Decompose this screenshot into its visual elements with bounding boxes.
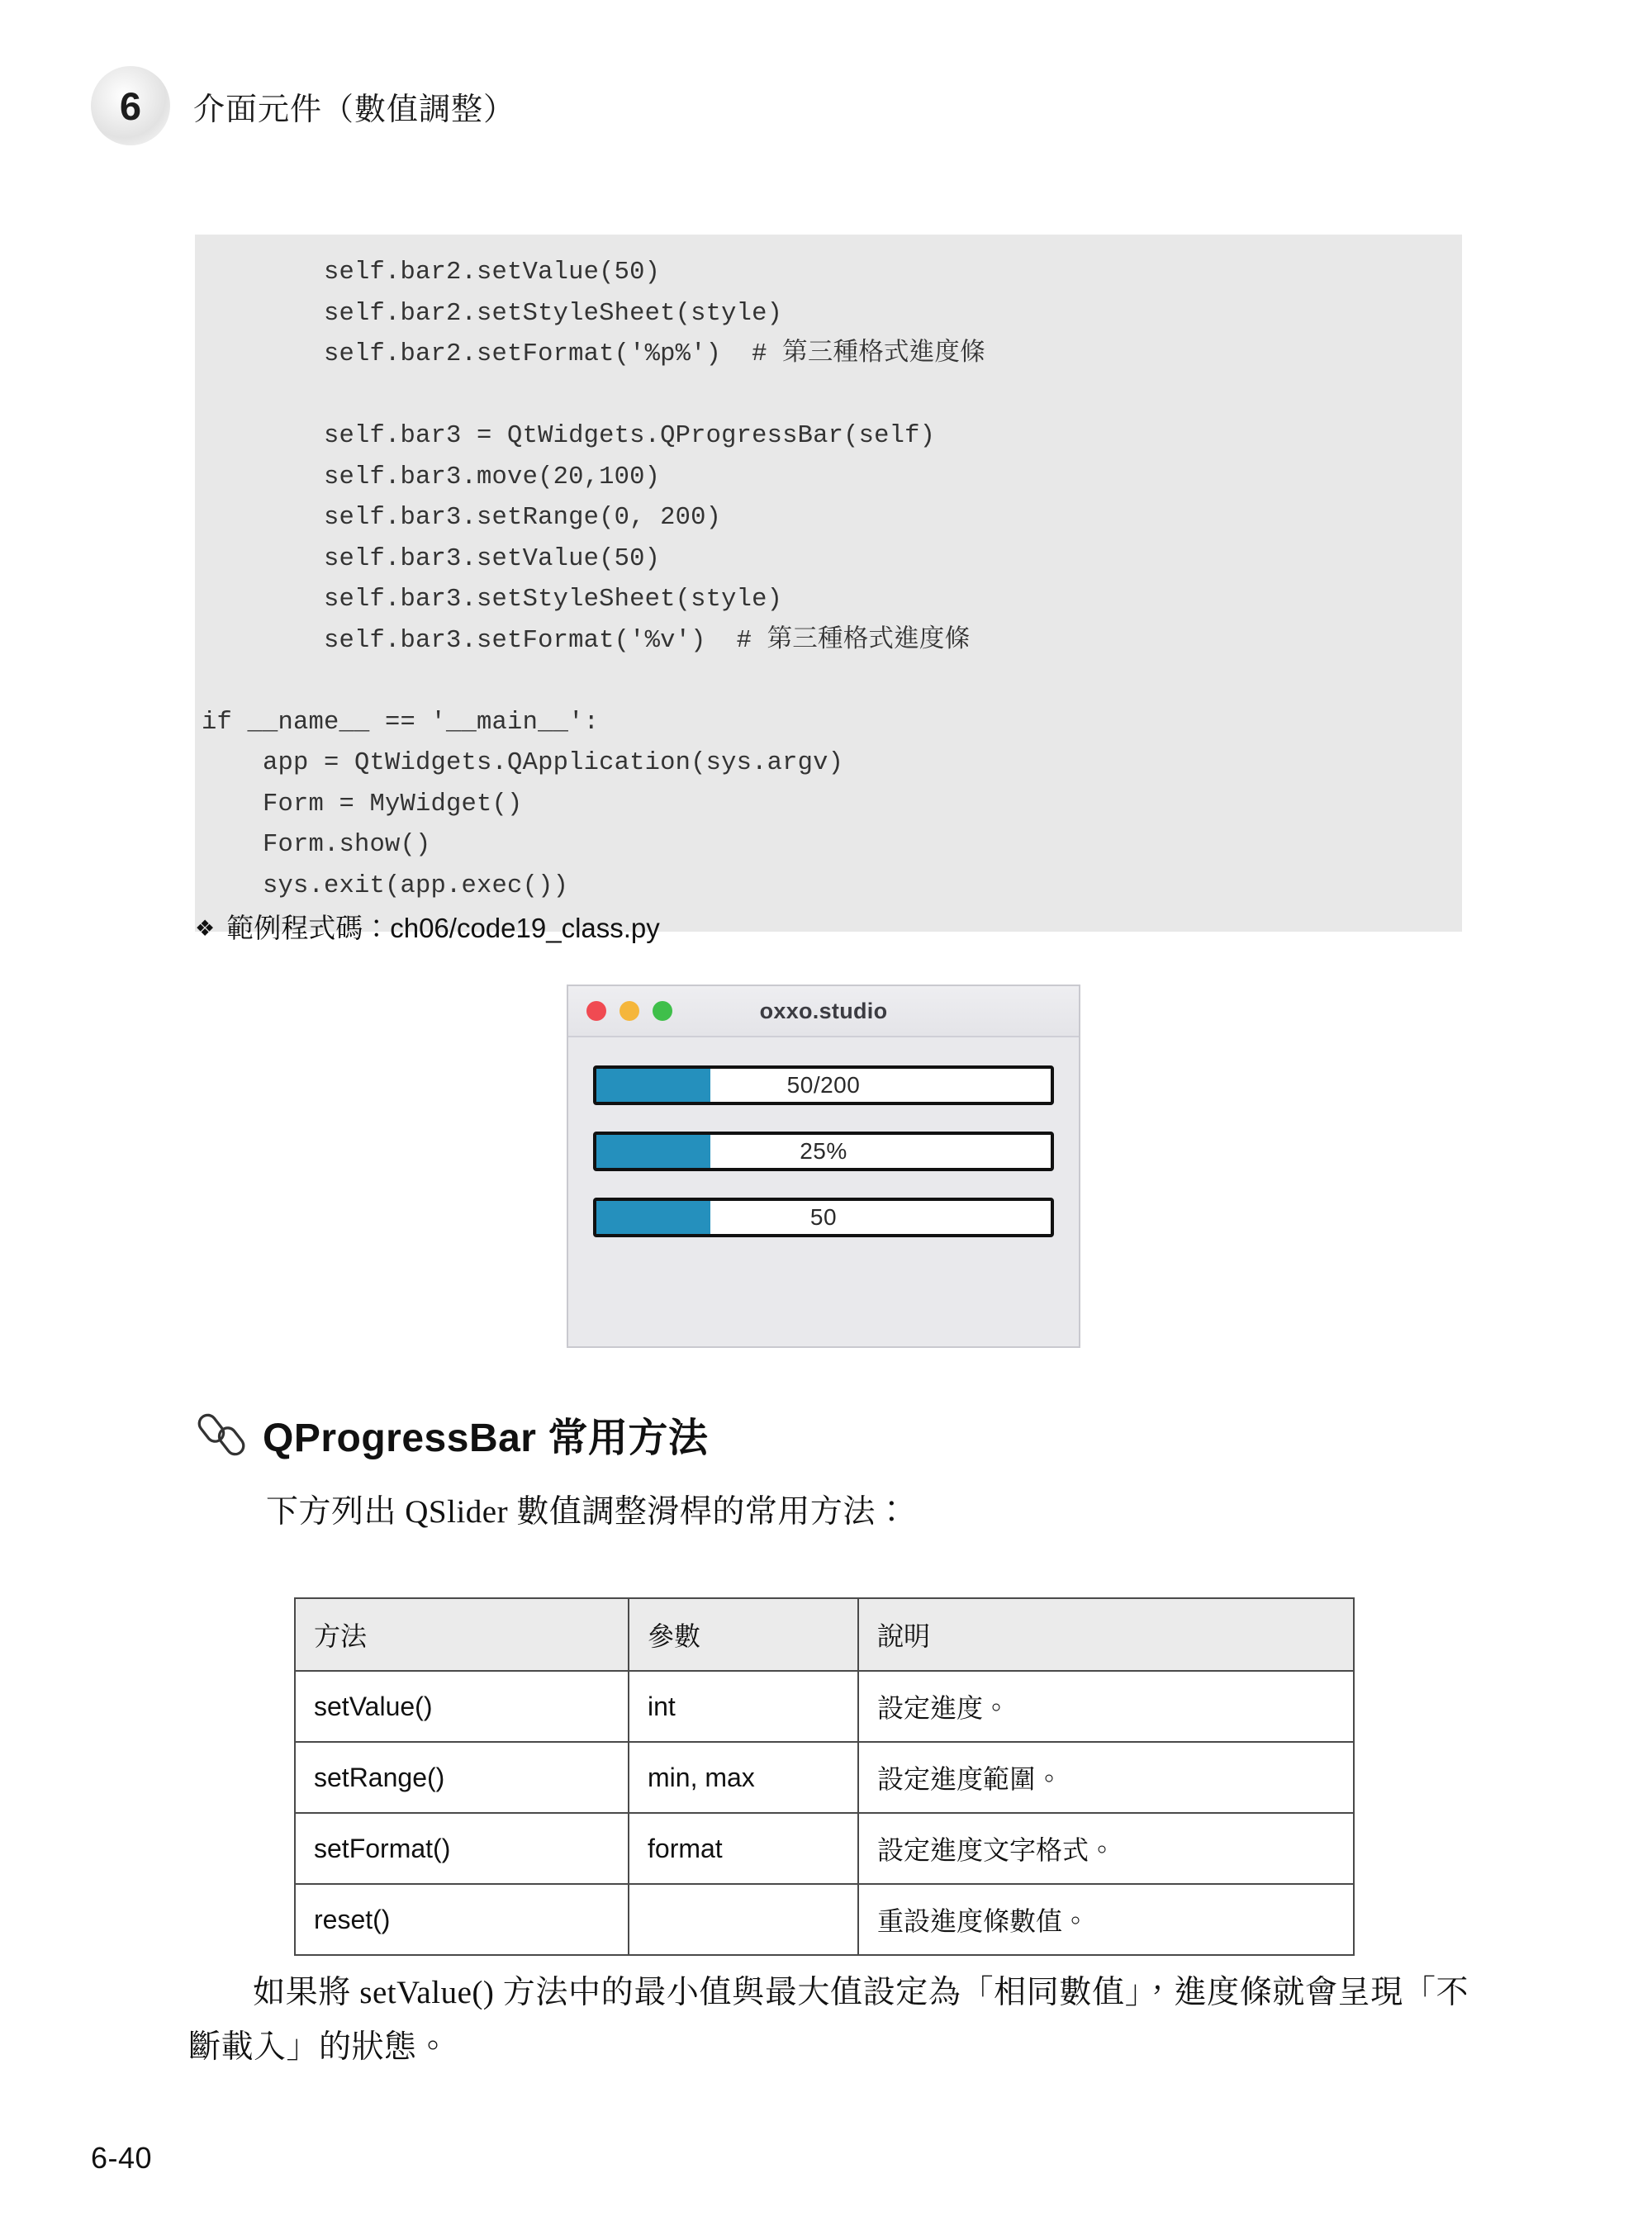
column-header-method: 方法 bbox=[295, 1598, 629, 1671]
cell-description: 設定進度。 bbox=[858, 1671, 1354, 1742]
progress-bar-label: 50/200 bbox=[786, 1072, 861, 1098]
table-header-row bbox=[295, 1598, 1354, 1671]
code-line: self.bar3.move(20,100) bbox=[202, 463, 661, 491]
cell-method: setFormat() bbox=[295, 1813, 629, 1884]
section-heading bbox=[197, 1406, 708, 1463]
page-header bbox=[91, 64, 515, 147]
closing-paragraph: 如果將 setValue() 方法中的最小值與最大值設定為「相同數值」，進度條就會呈現「不斷載入」的狀態。 bbox=[188, 1975, 1469, 2065]
cell-method: reset() bbox=[295, 1884, 629, 1955]
cell-method: setRange() bbox=[295, 1742, 629, 1813]
code-line: self.bar2.setValue(50) bbox=[202, 259, 661, 287]
chapter-title: 介面元件（數值調整） bbox=[193, 92, 516, 127]
code-block bbox=[195, 235, 1462, 932]
column-header-description: 說明 bbox=[858, 1598, 1354, 1671]
table-row bbox=[295, 1671, 1354, 1742]
page-number: 6-40 bbox=[91, 2141, 153, 2175]
cell-description: 重設進度條數值。 bbox=[858, 1884, 1354, 1955]
progress-bar-label: 25% bbox=[800, 1138, 847, 1164]
diamond-bullet-icon: ❖ bbox=[195, 916, 216, 941]
sample-file-caption bbox=[195, 907, 660, 946]
column-header-parameter: 參數 bbox=[629, 1598, 858, 1671]
chapter-number-badge: 6 bbox=[91, 66, 170, 145]
code-line: app = QtWidgets.QApplication(sys.argv) bbox=[202, 749, 844, 777]
table-row bbox=[295, 1813, 1354, 1884]
cell-parameter bbox=[629, 1884, 858, 1955]
code-line: self.bar2.setStyleSheet(style) bbox=[202, 299, 783, 328]
progress-bar bbox=[593, 1132, 1054, 1171]
code-line: self.bar3 = QtWidgets.QProgressBar(self) bbox=[202, 422, 936, 450]
code-line: self.bar3.setValue(50) bbox=[202, 544, 661, 573]
code-line: if __name__ == '__main__': bbox=[202, 708, 600, 737]
sample-file-path: ch06/code19_class.py bbox=[390, 913, 660, 943]
window-titlebar bbox=[568, 986, 1079, 1037]
sample-file-label: 範例程式碼： bbox=[226, 913, 391, 943]
progress-bar-label: 50 bbox=[809, 1204, 838, 1230]
code-line: self.bar3.setRange(0, 200) bbox=[202, 504, 722, 532]
table-row bbox=[295, 1742, 1354, 1813]
window-title: oxxo.studio bbox=[759, 998, 888, 1023]
cell-parameter: format bbox=[629, 1813, 858, 1884]
code-line bbox=[195, 376, 1462, 417]
code-line: self.bar3.setFormat('%v') # 第三種格式進度條 bbox=[202, 626, 971, 655]
cell-method: setValue() bbox=[295, 1671, 629, 1742]
code-line: self.bar3.setStyleSheet(style) bbox=[202, 586, 783, 614]
cell-parameter: int bbox=[629, 1671, 858, 1742]
cell-description: 設定進度範圍。 bbox=[858, 1742, 1354, 1813]
table-row bbox=[295, 1884, 1354, 1955]
code-line: Form = MyWidget() bbox=[202, 790, 523, 819]
progress-bar bbox=[593, 1198, 1054, 1237]
link-chain-icon bbox=[197, 1409, 248, 1460]
cell-parameter: min, max bbox=[629, 1742, 858, 1813]
section-intro-paragraph: 下方列出 QSlider 數值調整滑桿的常用方法： bbox=[266, 1494, 909, 1530]
progress-bar bbox=[593, 1065, 1054, 1105]
code-line: sys.exit(app.exec()) bbox=[202, 871, 569, 900]
code-line bbox=[195, 662, 1462, 703]
method-table bbox=[294, 1597, 1355, 1956]
code-line: Form.show() bbox=[202, 831, 431, 859]
app-window-screenshot bbox=[567, 985, 1080, 1348]
cell-description: 設定進度文字格式。 bbox=[858, 1813, 1354, 1884]
section-heading-text: QProgressBar 常用方法 bbox=[263, 1416, 709, 1460]
window-body bbox=[568, 1037, 1079, 1237]
code-line: self.bar2.setFormat('%p%') # 第三種格式進度條 bbox=[202, 340, 985, 368]
